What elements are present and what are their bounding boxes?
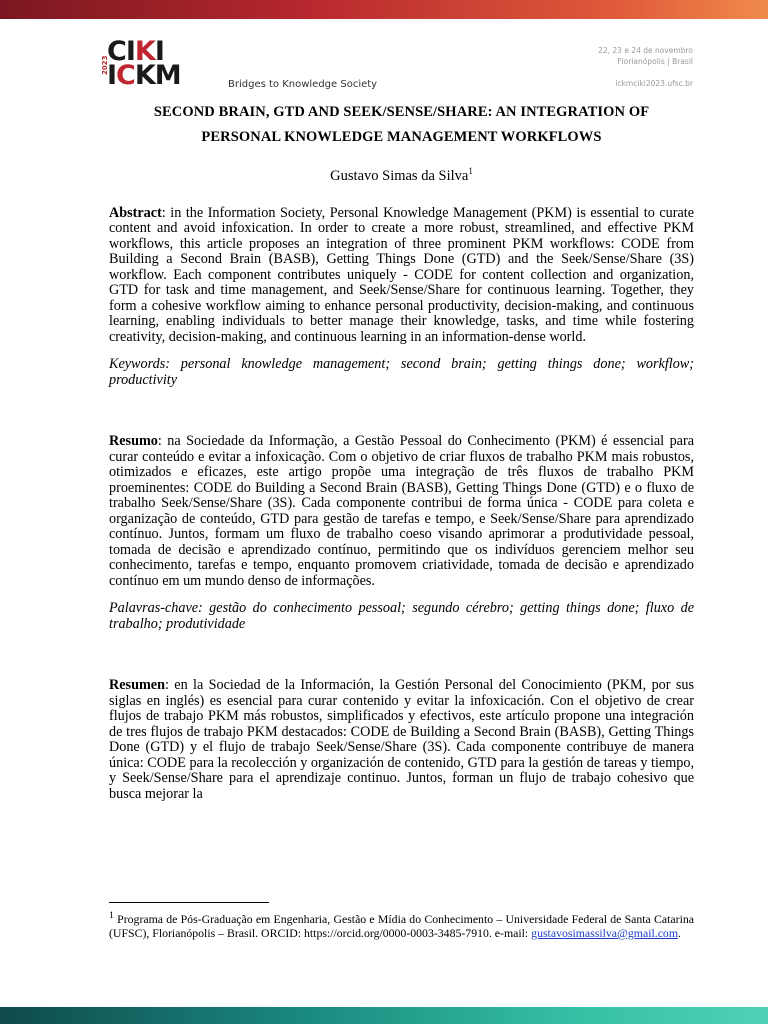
logo-line-ciki: CIKI: [107, 36, 164, 67]
abstract-es: Resumen: en la Sociedad de la Información, la Gestión Personal del Conocimiento (PKM, por sus siglas en inglés) es esencial para curar contenido y evitar la infoxicación. Con el objetivo de crear flujos de trabajo PKM más robustos, simplificados y efectivos, este artículo propone una integración de tres flujos de trabajo PKM destacados: CODE de Building a Second Brain (BASB), Getting Things Done (GTD) y el flujo de trabajo Seek/Sense/Share (3S). Cada componente contribuye de manera única: CODE para la recolección y organización de contenido, GTD para la gestión de tareas y tiempo, y Seek/Sense/Share para el aprendizaje continuo. Juntos, forman un flujo de trabajo cohesivo que busca mejorar la: [109, 677, 694, 802]
abstract-pt: Resumo: na Sociedade da Informação, a Gestão Pessoal do Conhecimento (PKM) é essencial para curar conteúdo e evitar a infoxicação. Com o objetivo de criar fluxos de trabalho PKM mais robustos, otimizados e eficazes, este artigo propõe uma integração de três fluxos de trabalho PKM proeminentes: CODE do Building a Second Brain (BASB), Getting Things Done (GTD) e o fluxo de trabalho Seek/Sense/Share (3S). Cada componente contribui de forma única - CODE para coleta e organização de conteúdo, GTD para gestão de tarefas e tempo, e Seek/Sense/Share para aprendizado contínuo. Juntos, formam um fluxo de trabalho coeso visando aprimorar a produtividade pessoal, tomada de decisão e aprendizado contínuo, permitindo que os indivíduos gerenciem melhor seu conhecimento, tarefas e tempo, enquanto promovem criatividade, tomada de decisão e aprendizado contínuo em um mundo denso de informações.: [109, 433, 694, 589]
keywords-en: Keywords: personal knowledge management; second brain; getting things done; workflow; productivity: [109, 356, 694, 388]
resumen-label: Resumen: [109, 677, 165, 694]
event-dates: 22, 23 e 24 de novembro: [598, 46, 693, 55]
author-email-link[interactable]: gustavosimassilva@gmail.com: [531, 925, 679, 940]
logo-tagline: Bridges to Knowledge Society: [228, 79, 378, 90]
footnote: $^1$ Programa de Pós-Graduação em Engenharia, Gestão e Mídia do Conhecimento – Universidade Federal de Santa Catarina (UFSC), Florianópolis – Brasil. ORCID: https://orcid.org/0000-0003-3485-7910. e-mail: gustavosimassilva@gmail.com.: [109, 910, 694, 940]
paper-title: SECOND BRAIN, GTD AND SEEK/SENSE/SHARE: AN INTEGRATION OF PERSONAL KNOWLEDGE MANAGEMENT WORKFLOWS: [153, 104, 650, 145]
event-info: [598, 45, 693, 89]
event-location: Florianópolis | Brasil: [617, 57, 693, 66]
conference-logo: [101, 36, 378, 94]
bottom-decorative-bar: [0, 1007, 768, 1024]
abstract-en: Abstract: in the Information Society, Personal Knowledge Management (PKM) is essential to curate content and avoid infoxication. In order to create a more robust, streamlined, and effective PKM workflows, this article proposes an integration of three prominent PKM workflows: CODE from Building a Second Brain (BASB), Getting Things Done (GTD) and the Seek/Sense/Share (3S) workflow. Each component contributes uniquely - CODE for content collection and organization, GTD for task and time management, and Seek/Sense/Share for continuous learning. Together, they form a cohesive workflow aiming to enhance personal productivity, decision-making, and continuous learning, enabling individuals to better manage their knowledge, tasks, and time while fostering creativity, decision-making, and continuous learning in an information-dense world.: [109, 204, 694, 345]
logo-line-ickm: ICKM: [107, 60, 181, 91]
top-decorative-bar: [0, 0, 768, 19]
logo-year: 2023: [101, 55, 109, 75]
author-footnote-ref[interactable]: 1: [468, 166, 473, 176]
keywords-pt: Palavras-chave: gestão do conhecimento pessoal; segundo cérebro; getting things done; fluxo de trabalho; produtividade: [109, 600, 694, 632]
abstract-label: Abstract: [109, 204, 162, 221]
footnote-divider: [109, 902, 269, 903]
author-name: Gustavo Simas da Silva$^1$: [330, 166, 473, 184]
event-url[interactable]: ickmciki2023.ufsc.br: [615, 79, 693, 88]
resumo-label: Resumo: [109, 433, 158, 450]
paper-body: [109, 100, 694, 802]
